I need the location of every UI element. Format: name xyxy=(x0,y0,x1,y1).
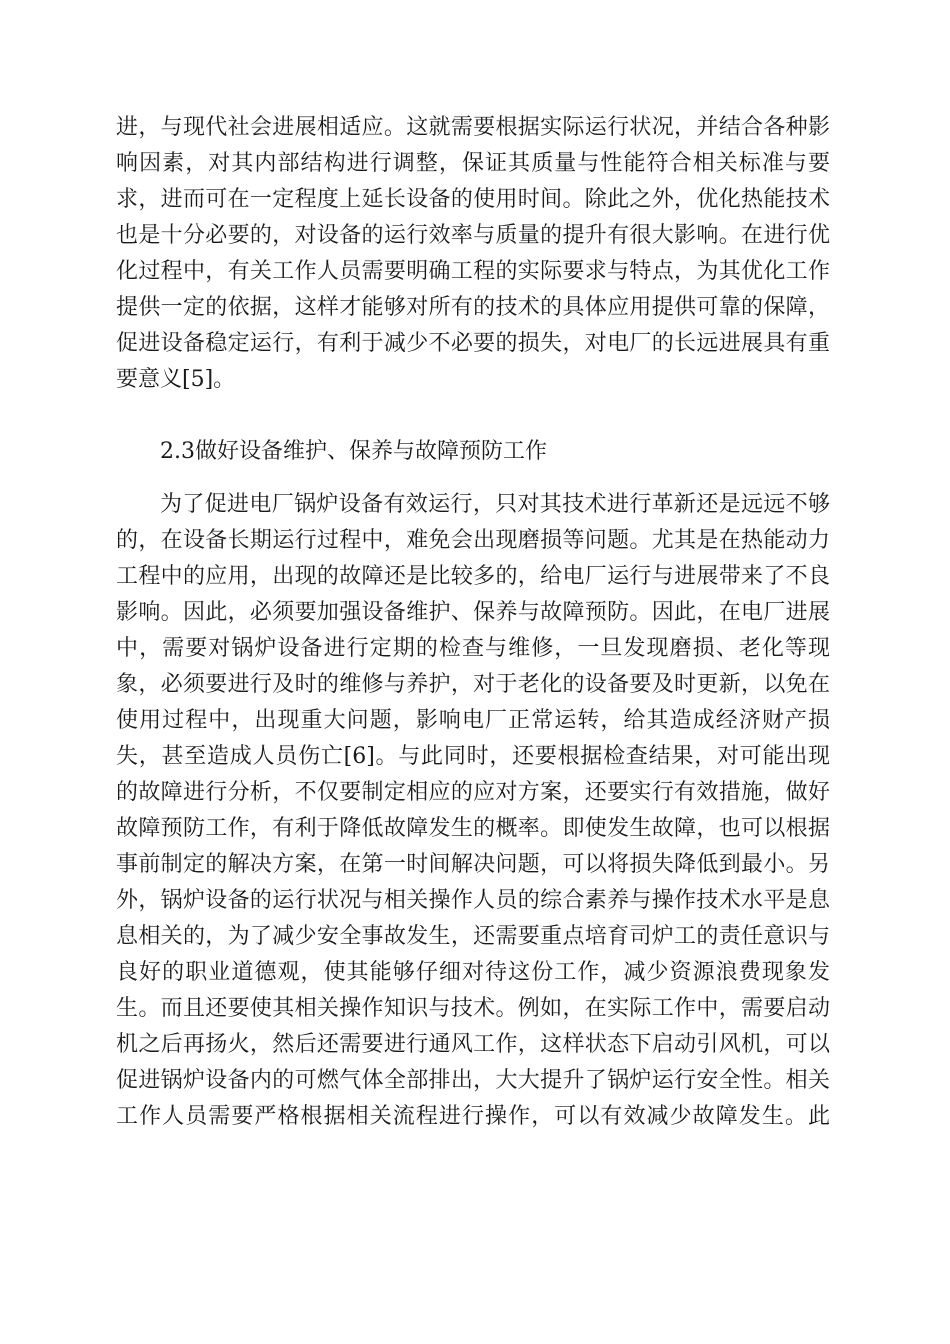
paragraph-2-line: 事前制定的解决方案，在第一时间解决问题，可以将损失降低到最小。另 xyxy=(116,852,830,877)
paragraph-2-line: 生。而且还要使其相关操作知识与技术。例如，在实际工作中，需要启动 xyxy=(116,996,830,1021)
paragraph-2-line: 为了促进电厂锅炉设备有效运行，只对其技术进行革新还是远远不够 xyxy=(160,492,830,517)
paragraph-2-line: 的故障进行分析，不仅要制定相应的应对方案，还要实行有效措施，做好 xyxy=(116,780,830,805)
paragraph-1 xyxy=(116,110,830,398)
paragraph-1-line: 响因素，对其内部结构进行调整，保证其质量与性能符合相关标准与要 xyxy=(116,151,830,176)
paragraph-1-line: 化过程中，有关工作人员需要明确工程的实际要求与特点，为其优化工作 xyxy=(116,259,830,284)
paragraph-2-line: 息相关的，为了减少安全事故发生，还需要重点培育司炉工的责任意识与 xyxy=(116,924,830,949)
paragraph-1-line: 进，与现代社会进展相适应。这就需要根据实际运行状况，并结合各种影 xyxy=(116,115,830,140)
paragraph-2-line: 促进锅炉设备内的可燃气体全部排出，大大提升了锅炉运行安全性。相关 xyxy=(116,1068,830,1093)
paragraph-1-line: 要意义[5]。 xyxy=(116,367,236,392)
paragraph-2-line: 中，需要对锅炉设备进行定期的检查与维修，一旦发现磨损、老化等现 xyxy=(116,636,830,661)
paragraph-1-line: 求，进而可在一定程度上延长设备的使用时间。除此之外，优化热能技术 xyxy=(116,187,830,212)
paragraph-1-line: 提供一定的依据，这样才能够对所有的技术的具体应用提供可靠的保障， xyxy=(116,295,830,320)
paragraph-2-line: 象，必须要进行及时的维修与养护，对于老化的设备要及时更新，以免在 xyxy=(116,672,830,697)
paragraph-2-line: 故障预防工作，有利于降低故障发生的概率。即使发生故障，也可以根据 xyxy=(116,816,830,841)
section-heading: 2.3做好设备维护、保养与故障预防工作 xyxy=(160,439,547,464)
paragraph-1-line: 促进设备稳定运行，有利于减少不必要的损失，对电厂的长远进展具有重 xyxy=(116,331,830,356)
paragraph-2-line: 工作人员需要严格根据相关流程进行操作，可以有效减少故障发生。此 xyxy=(116,1104,830,1129)
paragraph-2 xyxy=(116,487,830,1135)
paragraph-2-line: 外，锅炉设备的运行状况与相关操作人员的综合素养与操作技术水平是息 xyxy=(116,888,830,913)
paragraph-2-line: 工程中的应用，出现的故障还是比较多的，给电厂运行与进展带来了不良 xyxy=(116,564,830,589)
paragraph-1-line: 也是十分必要的，对设备的运行效率与质量的提升有很大影响。在进行优 xyxy=(116,223,830,248)
paragraph-2-line: 机之后再扬火，然后还需要进行通风工作，这样状态下启动引风机，可以 xyxy=(116,1032,830,1057)
paragraph-2-line: 使用过程中，出现重大问题，影响电厂正常运转，给其造成经济财产损 xyxy=(116,708,830,733)
paragraph-2-line: 影响。因此，必须要加强设备维护、保养与故障预防。因此，在电厂进展 xyxy=(116,600,830,625)
paragraph-2-line: 失，甚至造成人员伤亡[6]。与此同时，还要根据检查结果，对可能出现 xyxy=(116,744,830,769)
paragraph-2-line: 良好的职业道德观，使其能够仔细对待这份工作，减少资源浪费现象发 xyxy=(116,960,830,985)
paragraph-2-line: 的，在设备长期运行过程中，难免会出现磨损等问题。尤其是在热能动力 xyxy=(116,528,830,553)
